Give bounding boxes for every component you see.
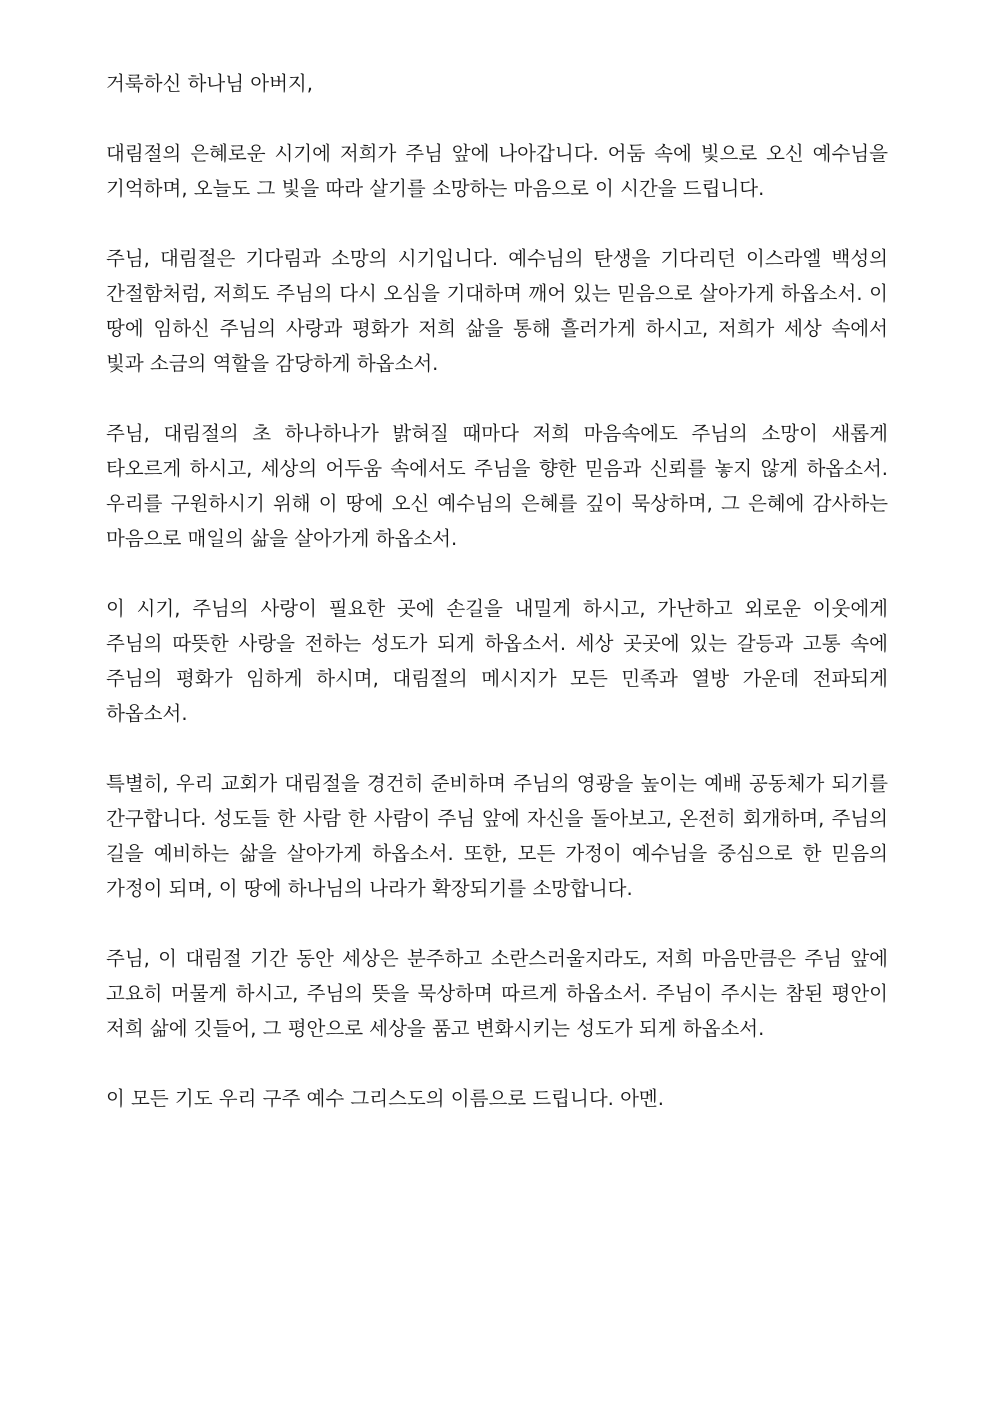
prayer-document xyxy=(106,66,888,1116)
paragraph-5: 특별히, 우리 교회가 대림절을 경건히 준비하며 주님의 영광을 높이는 예배 공동체가 되기를 간구합니다. 성도들 한 사람 한 사람이 주님 앞에 자신을 돌아보고, 온전히 회개하며, 주님의 길을 예비하는 삶을 살아가게 하옵소서. 또한, 모든 가정이 예수님을 중심으로 한 믿음의 가정이 되며, 이 땅에 하나님의 나라가 확장되기를 소망합니다. xyxy=(106,772,888,900)
paragraph-1: 대림절의 은혜로운 시기에 저희가 주님 앞에 나아갑니다. 어둠 속에 빛으로 오신 예수님을 기억하며, 오늘도 그 빛을 따라 살기를 소망하는 마음으로 이 시간을 드립니다. xyxy=(106,142,888,200)
paragraph-3: 주님, 대림절의 초 하나하나가 밝혀질 때마다 저희 마음속에도 주님의 소망이 새롭게 타오르게 하시고, 세상의 어두움 속에서도 주님을 향한 믿음과 신뢰를 놓지 않게 하옵소서. 우리를 구원하시기 위해 이 땅에 오신 예수님의 은혜를 깊이 묵상하며, 그 은혜에 감사하는 마음으로 매일의 삶을 살아가게 하옵소서. xyxy=(106,422,888,550)
closing-line: 이 모든 기도 우리 구주 예수 그리스도의 이름으로 드립니다. 아멘. xyxy=(106,1087,664,1110)
salutation: 거룩하신 하나님 아버지, xyxy=(106,72,313,95)
paragraph-2: 주님, 대림절은 기다림과 소망의 시기입니다. 예수님의 탄생을 기다리던 이스라엘 백성의 간절함처럼, 저희도 주님의 다시 오심을 기대하며 깨어 있는 믿음으로 살아가게 하옵소서. 이 땅에 임하신 주님의 사랑과 평화가 저희 삶을 통해 흘러가게 하시고, 저희가 세상 속에서 빛과 소금의 역할을 감당하게 하옵소서. xyxy=(106,247,888,375)
paragraph-6: 주님, 이 대림절 기간 동안 세상은 분주하고 소란스러울지라도, 저희 마음만큼은 주님 앞에 고요히 머물게 하시고, 주님의 뜻을 묵상하며 따르게 하옵소서. 주님이 주시는 참된 평안이 저희 삶에 깃들어, 그 평안으로 세상을 품고 변화시키는 성도가 되게 하옵소서. xyxy=(106,947,888,1040)
paragraph-4: 이 시기, 주님의 사랑이 필요한 곳에 손길을 내밀게 하시고, 가난하고 외로운 이웃에게 주님의 따뜻한 사랑을 전하는 성도가 되게 하옵소서. 세상 곳곳에 있는 갈등과 고통 속에 주님의 평화가 임하게 하시며, 대림절의 메시지가 모든 민족과 열방 가운데 전파되게 하옵소서. xyxy=(106,597,888,725)
